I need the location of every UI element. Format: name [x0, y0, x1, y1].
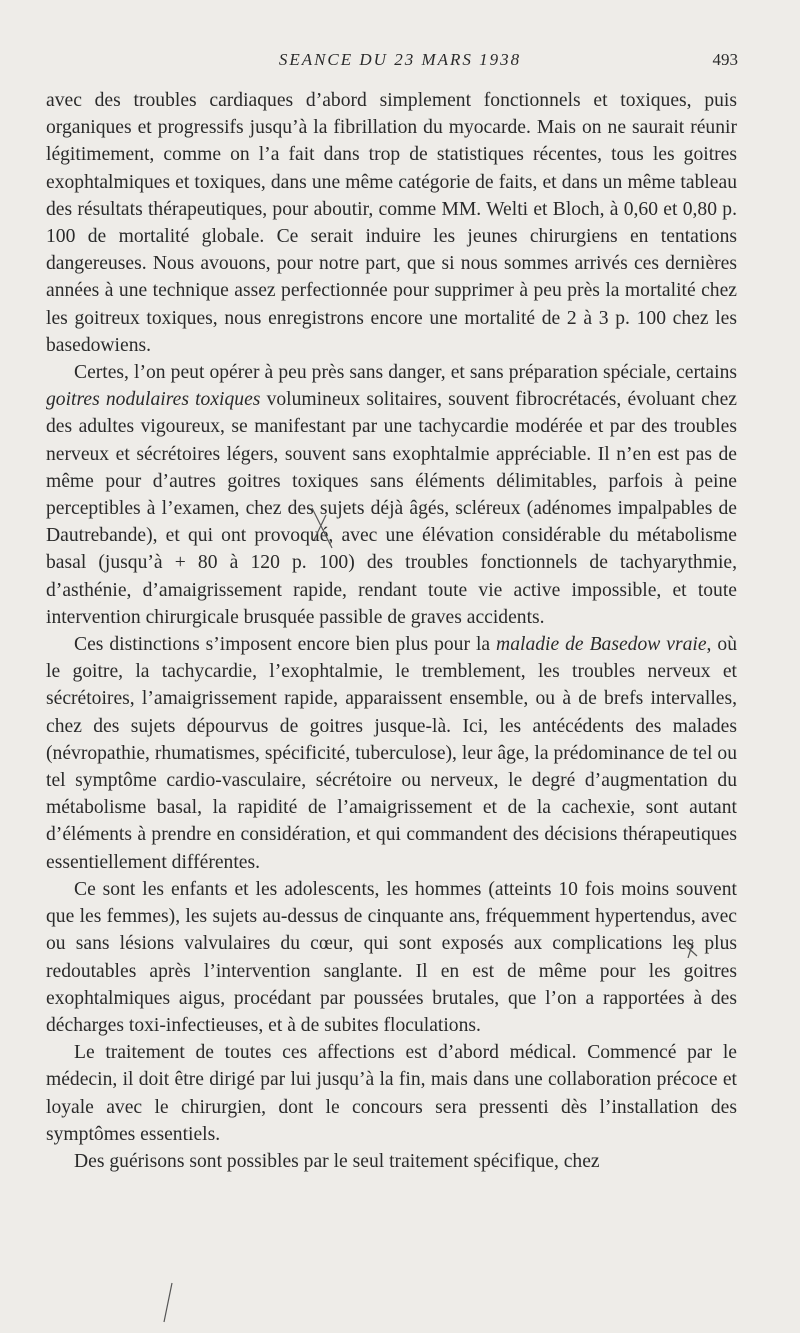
text-segment: Certes, l’on peut opérer à peu près sans danger, et sans préparation spéciale, certains — [74, 362, 737, 384]
text-segment: avec des troubles cardiaques d’abord simplement fonctionnels et toxiques, puis organiques et progressifs jusqu’à la fibrillation du myocarde. Mais on ne saurait réunir légitimement, comme on l’a fait dans trop de statistiques récentes, tous les goitres exophtalmiques et toxiques, dans une même catégorie de faits, et dans un même tableau des résultats thérapeutiques, pour aboutir, comme MM. Welti et Bloch, à 0,60 et 0,80 p. 100 de mortalité globale. Ce serait induire les jeunes chirurgiens en tentations dangereuses. Nous avouons, pour notre part, que si nous sommes arrivés ces dernières années à une technique assez perfectionnée pour supprimer à peu près la mortalité chez les goitreux toxiques, nous enregistrons encore une mortalité de 2 à 3 p. 100 chez les basedowiens. — [46, 90, 737, 356]
text-segment: Ce sont les enfants et les adolescents, les hommes (atteints 10 fois moins souvent que les femmes), les sujets au-dessus de cinquante ans, fréquemment hypertendus, avec ou sans lésions valvulaires du cœur, qui sont exposés aux complications les plus redoutables après l’intervention sanglante. Il en est de même pour les goitres exophtalmiques aigus, procédant par poussées brutales, que l’on a rapportées à des décharges toxi-infectieuses, et à de subites floculations. — [46, 878, 737, 1036]
text-segment: volumineux solitaires, souvent fibrocrétacés, évoluant chez des adultes vigoureux, se manifestant par une tachycardie modérée et par des troubles nerveux et sécrétoires légers, souvent sans exophtalmie appréciable. Il n’en est pas de même pour d’autres goitres toxiques sans éléments délimitables, parfois à peine perceptibles à l’examen, chez des sujets déjà âgés, scléreux (adénomes impalpables de Dautrebande), et qui ont provoqué, avec une élévation considérable du métabolisme basal (jusqu’à + 80 à 120 p. 100) des troubles fonctionnels de tachyarythmie, d’asthénie, d’amaigrissement rapide, rendant toute vie active impossible, et toute intervention chirurgicale brusquée passible de graves accidents. — [46, 389, 737, 628]
running-title: SEANCE DU 23 MARS 1938 — [278, 50, 522, 69]
text-segment: Le traitement de toutes ces affections est d’abord médical. Commencé par le médecin, il doit être dirigé par lui jusqu’à la fin, mais dans une collaboration précoce et loyale avec le chirurgien, dont le concours sera pressenti dès l’installation des symptômes essentiels. — [46, 1042, 737, 1145]
text-segment: , où le goitre, la tachycardie, l’exophtalmie, le tremblement, les troubles nerveux et sécrétoires, l’amaigrissement rapide, apparaissent ensemble, ou à de brefs intervalles, chez des sujets dépourvus de goitres jusque-là. Ici, les antécédents des malades (névropathie, rhumatismes, spécificité, tuberculose), leur âge, la prédominance de tel ou tel symptôme cardio-vasculaire, sécrétoire ou nerveux, le degré d’augmentation du métabolisme basal, la rapidité de l’amaigrissement et de la cachexie, sont autant d’éléments à prendre en considération, et qui commandent des décisions thérapeutiques essentiellement différentes. — [46, 634, 737, 873]
pencil-mark — [164, 1283, 172, 1322]
body-text — [46, 87, 737, 1175]
paragraph — [46, 1039, 737, 1148]
paragraph — [46, 359, 737, 631]
italic-text: goitres nodulaires toxiques — [46, 389, 261, 411]
text-segment: Ces distinctions s’imposent encore bien plus pour la — [74, 634, 497, 656]
italic-text: maladie de Basedow vraie — [496, 634, 707, 656]
page-number: 493 — [712, 50, 738, 69]
running-header — [0, 46, 800, 76]
text-segment: Des guérisons sont possibles par le seul traitement spécifique, chez — [74, 1150, 600, 1172]
paragraph — [46, 631, 737, 876]
paragraph — [46, 1148, 737, 1175]
paragraph — [46, 876, 737, 1039]
paragraph — [46, 87, 737, 359]
